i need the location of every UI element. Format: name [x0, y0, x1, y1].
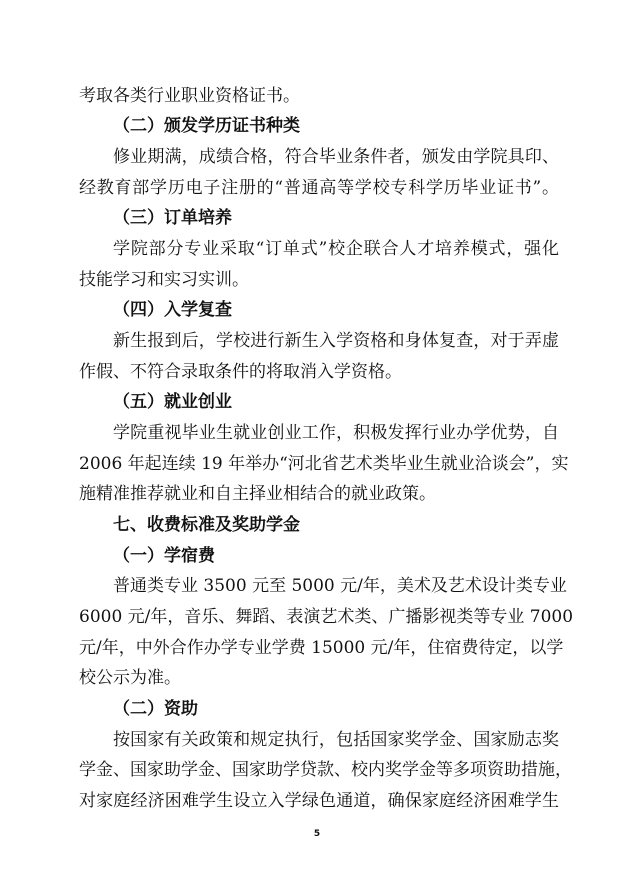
body-text-line: 经教育部学历电子注册的“普通高等学校专科学历毕业证书”。 — [79, 178, 559, 198]
body-text-line: 6000 元/年，音乐、舞蹈、表演艺术类、广播影视类等专业 7000 — [79, 607, 574, 627]
section-heading: （三）订单培养 — [113, 208, 232, 228]
body-text-line: 修业期满，成绩合格，符合毕业条件者，颁发由学院具印、 — [113, 147, 559, 167]
body-text-line: 学院部分专业采取“订单式”校企联合人才培养模式，强化 — [113, 239, 559, 259]
body-text-line: 2006 年起连续 19 年举办“河北省艺术类毕业生就业洽谈会”，实 — [79, 454, 569, 474]
body-text-line: 学院重视毕业生就业创业工作，积极发挥行业办学优势，自 — [113, 423, 559, 443]
chapter-heading: 七、收费标准及奖助学金 — [113, 515, 300, 535]
body-text-line: 按国家有关政策和规定执行，包括国家奖学金、国家励志奖 — [113, 730, 559, 750]
section-heading: （四）入学复查 — [113, 300, 232, 320]
body-text-line: 作假、不符合录取条件的将取消入学资格。 — [79, 362, 402, 382]
body-text-line: 学金、国家助学金、国家助学贷款、校内奖学金等多项资助措施， — [79, 760, 572, 780]
body-text-line: 施精准推荐就业和自主择业相结合的就业政策。 — [79, 484, 436, 504]
section-heading: （五）就业创业 — [113, 392, 232, 412]
body-text-line: 校公示为准。 — [79, 668, 181, 688]
body-text-line: 技能学习和实习实训。 — [79, 270, 249, 290]
section-heading: （二）资助 — [113, 699, 198, 719]
body-text-line: 元/年，中外合作办学专业学费 15000 元/年，住宿费待定，以学 — [79, 638, 564, 658]
body-text-line: 对家庭经济困难学生设立入学绿色通道，确保家庭经济困难学生 — [79, 791, 559, 811]
body-text-line: 考取各类行业职业资格证书。 — [79, 86, 300, 106]
section-heading: （二）颁发学历证书种类 — [113, 116, 300, 136]
body-text-line: 普通类专业 3500 元至 5000 元/年，美术及艺术设计类专业 — [113, 576, 567, 596]
body-text-line: 新生报到后，学校进行新生入学资格和身体复查，对于弄虚 — [113, 331, 559, 351]
page-number: 5 — [313, 829, 321, 839]
section-heading: （一）学宿费 — [113, 546, 215, 566]
